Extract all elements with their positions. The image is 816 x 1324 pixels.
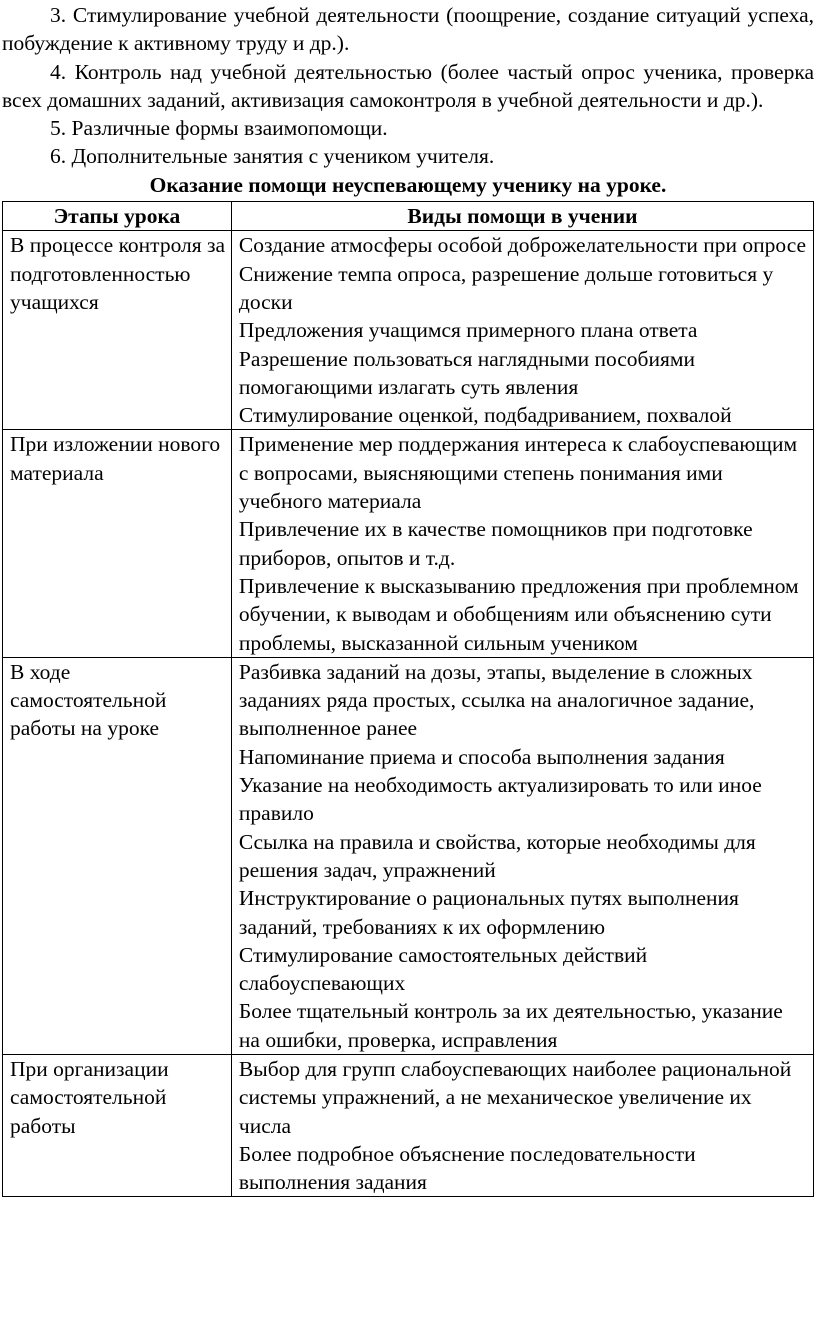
help-item: Инструктирование о рациональных путях выполнения заданий, требованиях к их оформлению bbox=[238, 886, 739, 939]
paragraph-5: 5. Различные формы взаимопомощи. bbox=[50, 116, 388, 141]
stage-cell: При изложении нового материала bbox=[3, 430, 232, 657]
help-cell bbox=[231, 1054, 813, 1196]
help-item: Стимулирование самостоятельных действий слабоуспевающих bbox=[238, 942, 648, 996]
paragraph-3: 3. Стимулирование учебной деятельности (поощрение, создание ситуаций успеха, побуждение к активному труду и др.). bbox=[2, 3, 814, 56]
table-row bbox=[3, 430, 814, 657]
stage-cell: При организации самостоятельной работы bbox=[3, 1054, 232, 1196]
paragraph-4: 4. Контроль над учебной деятельностью (более частый опрос ученика, проверка всех домашних заданий, активизация самоконтроля в учебной деятельности и др.). bbox=[2, 59, 814, 112]
help-item: Предложения учащимся примерного плана ответа bbox=[238, 318, 698, 343]
stage-cell: В ходе самостоятельной работы на уроке bbox=[3, 657, 232, 1054]
help-item: Снижение темпа опроса, разрешение дольше готовиться у доски bbox=[238, 261, 774, 314]
help-item: Разрешение пользоваться наглядными пособиями помогающими излагать суть явления bbox=[238, 346, 696, 399]
table-row bbox=[3, 231, 814, 430]
table-header-row bbox=[3, 202, 814, 231]
help-table bbox=[2, 201, 814, 1197]
stage-cell: В процессе контроля за подготовленностью учащихся bbox=[3, 231, 232, 430]
help-cell bbox=[231, 657, 813, 1054]
help-item: Указание на необходимость актуализировать то или иное правило bbox=[238, 773, 762, 826]
help-item: Более тщательный контроль за их деятельностью, указание на ошибки, проверка, исправления bbox=[238, 999, 783, 1052]
help-item: Более подробное объяснение последовательности выполнения задания bbox=[238, 1141, 696, 1195]
table-row bbox=[3, 657, 814, 1054]
help-item: Выбор для групп слабоуспевающих наиболее рациональной системы упражнений, а не механическое увеличение их числа bbox=[238, 1056, 792, 1138]
header-help-types: Виды помощи в учении bbox=[231, 202, 813, 231]
help-item: Применение мер поддержания интереса к слабоуспевающим с вопросами, выясняющими степень понимания ими учебного материала bbox=[238, 432, 798, 514]
help-item: Ссылка на правила и свойства, которые необходимы для решения задач, упражнений bbox=[238, 829, 756, 882]
help-item: Привлечение их в качестве помощников при подготовке приборов, опытов и т.д. bbox=[238, 517, 753, 570]
table-row bbox=[3, 1054, 814, 1196]
help-item: Стимулирование оценкой, подбадриванием, похвалой bbox=[238, 403, 732, 428]
help-item: Привлечение к высказыванию предложения при проблемном обучении, к выводам и обобщениям или объяснению сути проблемы, высказанной сильным учеником bbox=[238, 573, 799, 655]
help-cell bbox=[231, 231, 813, 430]
help-item: Создание атмосферы особой доброжелательности при опросе bbox=[238, 233, 807, 258]
header-stages: Этапы урока bbox=[3, 202, 232, 231]
help-item: Разбивка заданий на дозы, этапы, выделение в сложных заданиях ряда простых, ссылка на аналогичное задание, выполненное ранее bbox=[238, 659, 755, 741]
table-title: Оказание помощи неуспевающему ученику на уроке. bbox=[149, 172, 667, 197]
paragraph-6: 6. Дополнительные занятия с учеником учителя. bbox=[50, 144, 495, 169]
help-cell bbox=[231, 430, 813, 657]
help-item: Напоминание приема и способа выполнения задания bbox=[238, 744, 725, 769]
